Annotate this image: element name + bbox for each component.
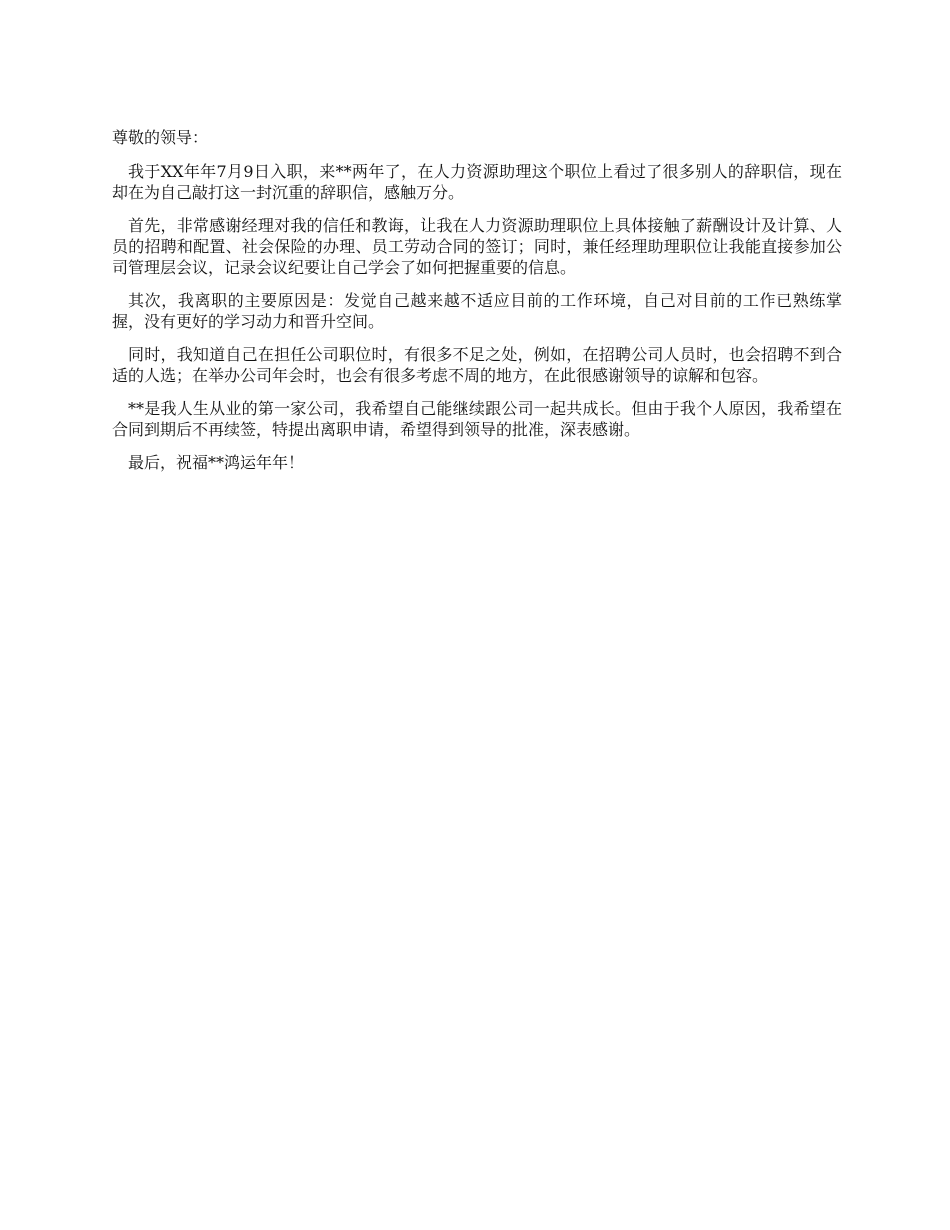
- paragraph-reason: 其次，我离职的主要原因是：发觉自己越来越不适应目前的工作环境，自己对目前的工作已熟练掌握，没有更好的学习动力和晋升空间。: [112, 291, 842, 331]
- paragraph-joining: 我于XX年年7月9日入职，来**两年了，在人力资源助理这个职位上看过了很多别人的辞职信，现在却在为自己敲打这一封沉重的辞职信，感触万分。: [112, 162, 842, 202]
- paragraph-gratitude: 首先，非常感谢经理对我的信任和教诲，让我在人力资源助理职位上具体接触了薪酬设计及计算、人员的招聘和配置、社会保险的办理、员工劳动合同的签订；同时，兼任经理助理职位让我能直接参加公司管理层会议，记录会议纪要让自己学会了如何把握重要的信息。: [112, 216, 842, 277]
- salutation: 尊敬的领导：: [112, 128, 209, 147]
- paragraph-closing: 最后，祝福**鸿运年年！: [128, 453, 305, 472]
- paragraph-request: **是我人生从业的第一家公司，我希望自己能继续跟公司一起共成长。但由于我个人原因，我希望在合同到期后不再续签，特提出离职申请，希望得到领导的批准，深表感谢。: [112, 399, 842, 439]
- resignation-letter: [112, 127, 842, 485]
- paragraph-shortcomings: 同时，我知道自己在担任公司职位时，有很多不足之处，例如，在招聘公司人员时，也会招聘不到合适的人选；在举办公司年会时，也会有很多考虑不周的地方，在此很感谢领导的谅解和包容。: [112, 345, 842, 385]
